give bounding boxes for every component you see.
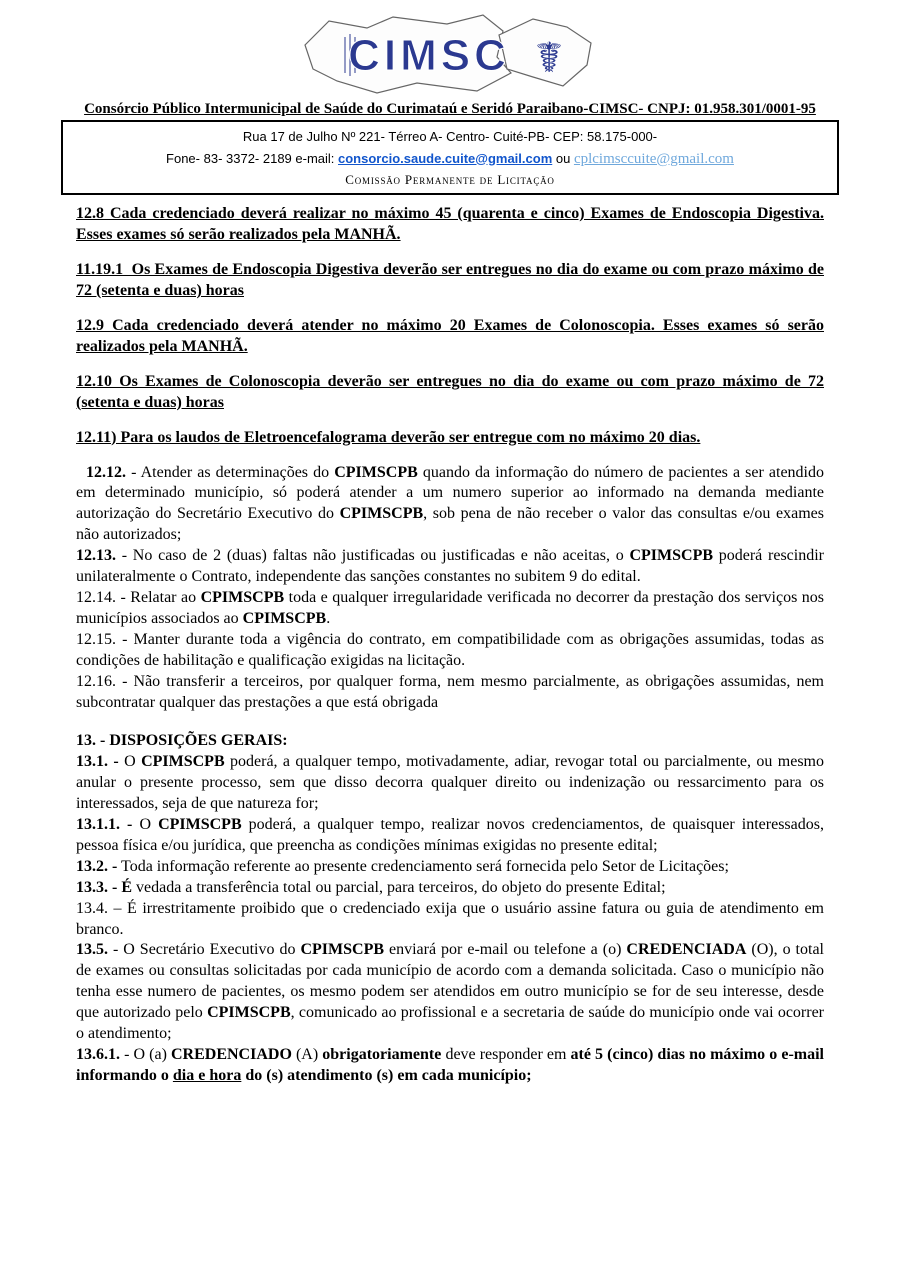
text-run: até 5 (cinco) dias no máximo o e-mail informando o	[76, 1046, 824, 1085]
text-run: 13.3. - É	[76, 878, 132, 896]
header-logo-area	[0, 13, 900, 97]
text-run: 13.4. – É irrestritamente proibido que o credenciado exija que o usuário assine fatura ou guia de atendimento em branco.	[76, 899, 824, 938]
text-run: - O Secretário Executivo do	[108, 941, 301, 959]
text-run: 12.8 Cada credenciado deverá realizar no máximo 45 (quarenta e cinco) Exames de Endoscopia Digestiva. Esses exames só serão realizados pela MANHÃ.	[76, 204, 824, 243]
text-run: 12.11) Para os laudos de Eletroencefalograma deverão ser entregue com no máximo 20 dias.	[76, 428, 701, 446]
text-run: 13. - DISPOSIÇÕES GERAIS:	[76, 731, 288, 749]
para-13-4	[76, 899, 824, 941]
text-run: (A)	[291, 1046, 323, 1064]
text-run: poderá, a qualquer tempo, realizar novos credenciamentos, de quaisquer interessados, pessoa física e/ou jurídica, que preencha as condições mínimas exigidas no presente edital;	[76, 815, 824, 854]
text-run: 12.13.	[76, 547, 116, 565]
text-run: 12.16. - Não transferir a terceiros, por qualquer forma, nem mesmo parcialmente, as obrigações assumidas, nem subcontratar qualquer das prestações a que está obrigada	[76, 673, 824, 711]
text-run: - No caso de 2 (duas) faltas não justificadas ou justificadas e não aceitas, o	[116, 547, 630, 565]
text-run: - Atender as determinações do	[126, 463, 335, 481]
text-run: 12.14. - Relatar ao	[76, 589, 201, 607]
document-body	[0, 195, 900, 1087]
text-run: quando da informação do número de pacientes a ser atendido em determinado município, só poderá atender a um numero superior ao informado na demanda mediante autorização do Secretário Executivo do	[76, 463, 825, 523]
para-12-16	[76, 672, 824, 714]
text-run: 11.19.1 Os Exames de Endoscopia Digestiva deverão ser entregues no dia do exame ou com prazo máximo de 72 (setenta e duas) horas	[76, 260, 824, 299]
address-line: Rua 17 de Julho Nº 221- Térreo A- Centro- Cuité-PB- CEP: 58.175-000-	[242, 129, 658, 144]
email-primary-link[interactable]: consorcio.saude.cuite@gmail.com	[338, 150, 553, 166]
text-run: , comunicado ao profissional e a secretaria de saúde do município onde vai ocorrer o atendimento;	[76, 1004, 825, 1043]
para-11-19-1	[76, 260, 824, 302]
text-run: CPIMSCPB	[629, 547, 714, 565]
para-12-10	[76, 372, 824, 414]
text-run: CPIMSCPB	[339, 505, 424, 523]
text-run: 12.9 Cada credenciado deverá atender no máximo 20 Exames de Colonoscopia. Esses exames só serão realizados pela MANHÃ.	[76, 316, 824, 355]
para-12-15	[76, 630, 824, 672]
para-12-12	[76, 463, 824, 547]
text-run: 13.1. -	[76, 752, 119, 770]
text-run: CPIMSCPB	[242, 610, 327, 628]
text-run: 12.12.	[86, 463, 126, 481]
text-run: do (s) atendimento (s) em cada município;	[241, 1067, 532, 1085]
para-12-9	[76, 316, 824, 358]
text-run: enviará por e-mail ou telefone a (o)	[384, 941, 627, 959]
text-run: vedada a transferência total ou parcial, para terceiros, do objeto do presente Edital;	[132, 878, 666, 896]
cimsc-logo	[295, 13, 605, 97]
text-run: CPIMSCPB	[207, 1004, 291, 1022]
para-13-3	[76, 878, 824, 899]
para-12-14	[76, 588, 824, 630]
committee-line: Comissão Permanente de Licitação	[345, 172, 555, 188]
text-run: deve responder em	[441, 1046, 571, 1064]
text-run: CREDENCIADO	[170, 1046, 292, 1064]
para-12-13	[76, 546, 824, 588]
text-run: 13.5.	[76, 941, 108, 959]
text-run: (O), o total de exames ou consultas solicitadas por cada município de acordo com a demanda solicitada. Caso o município não tenha esse numero de pacientes, os mesmo podem ser atendidos em outro município se for de seu interesse, desde que autorizado pelo	[76, 941, 824, 1022]
text-run: dia e hora	[172, 1067, 242, 1085]
text-run: .	[326, 610, 331, 628]
text-run: O	[132, 815, 159, 833]
text-run: 12.10 Os Exames de Colonoscopia deverão ser entregues no dia do exame ou com prazo máximo de 72 (setenta e duas) horas	[76, 372, 824, 411]
text-run: Toda informação referente ao presente credenciamento será fornecida pelo Setor de Licitações;	[117, 857, 729, 875]
text-run: toda e qualquer irregularidade verificada no decorrer da prestação dos serviços nos municípios associados ao	[76, 589, 825, 628]
heading-13	[76, 731, 824, 752]
text-run: poderá rescindir unilateralmente o Contrato, independente das sanções constantes no subitem 9 do edital.	[76, 547, 825, 586]
text-run: 13.1.1. -	[76, 815, 133, 833]
phone-email-line	[71, 148, 829, 171]
para-12-11	[76, 428, 824, 449]
text-run: CPIMSCPB	[300, 941, 385, 959]
text-run: 12.15. - Manter durante toda a vigência do contrato, em compatibilidade com as obrigações assumidas, todas as condições de habilitação e qualificação exigidas na licitação.	[76, 631, 824, 670]
para-13-1-1	[76, 815, 824, 857]
para-13-6-1	[76, 1045, 824, 1087]
email-separator: ou	[552, 150, 574, 166]
text-run: O	[118, 752, 142, 770]
org-title-line: Consórcio Público Intermunicipal de Saúde do Curimataú e Seridó Paraibano-CIMSC- CNPJ: 01.958.301/0001-95	[84, 101, 816, 117]
para-13-1	[76, 752, 824, 815]
para-12-8	[76, 204, 824, 246]
text-run: CPIMSCPB	[158, 815, 242, 833]
phone-email-prefix: Fone- 83- 3372- 2189 e-mail:	[166, 150, 339, 166]
email-secondary-link[interactable]: cplcimsccuite@gmail.com	[573, 150, 734, 167]
text-run: CPIMSCPB	[200, 589, 285, 607]
contact-info-box	[61, 120, 839, 195]
para-13-5	[76, 940, 824, 1045]
text-run: - O (a)	[120, 1046, 171, 1064]
text-run: poderá, a qualquer tempo, motivadamente, adiar, revogar total ou parcialmente, ou mesmo anular o presente processo, sem que disso decorra qualquer direito ou indenização ou ressarcimento para os interessados, seja de que natureza for;	[76, 752, 825, 812]
text-run: CPIMSCPB	[334, 463, 418, 481]
para-13-2	[76, 857, 824, 878]
text-run: 13.6.1.	[76, 1046, 120, 1064]
text-run: obrigatoriamente	[322, 1046, 442, 1064]
text-run: , sob pena de não receber o valor das consultas e/ou exames não autorizados;	[76, 505, 824, 544]
caduceus-icon: ☤	[534, 36, 564, 82]
text-run: CREDENCIADA	[626, 941, 747, 959]
text-run: CPIMSCPB	[141, 752, 225, 770]
text-run: 13.2. -	[76, 857, 118, 875]
logo-text: CIMSC	[348, 31, 510, 80]
